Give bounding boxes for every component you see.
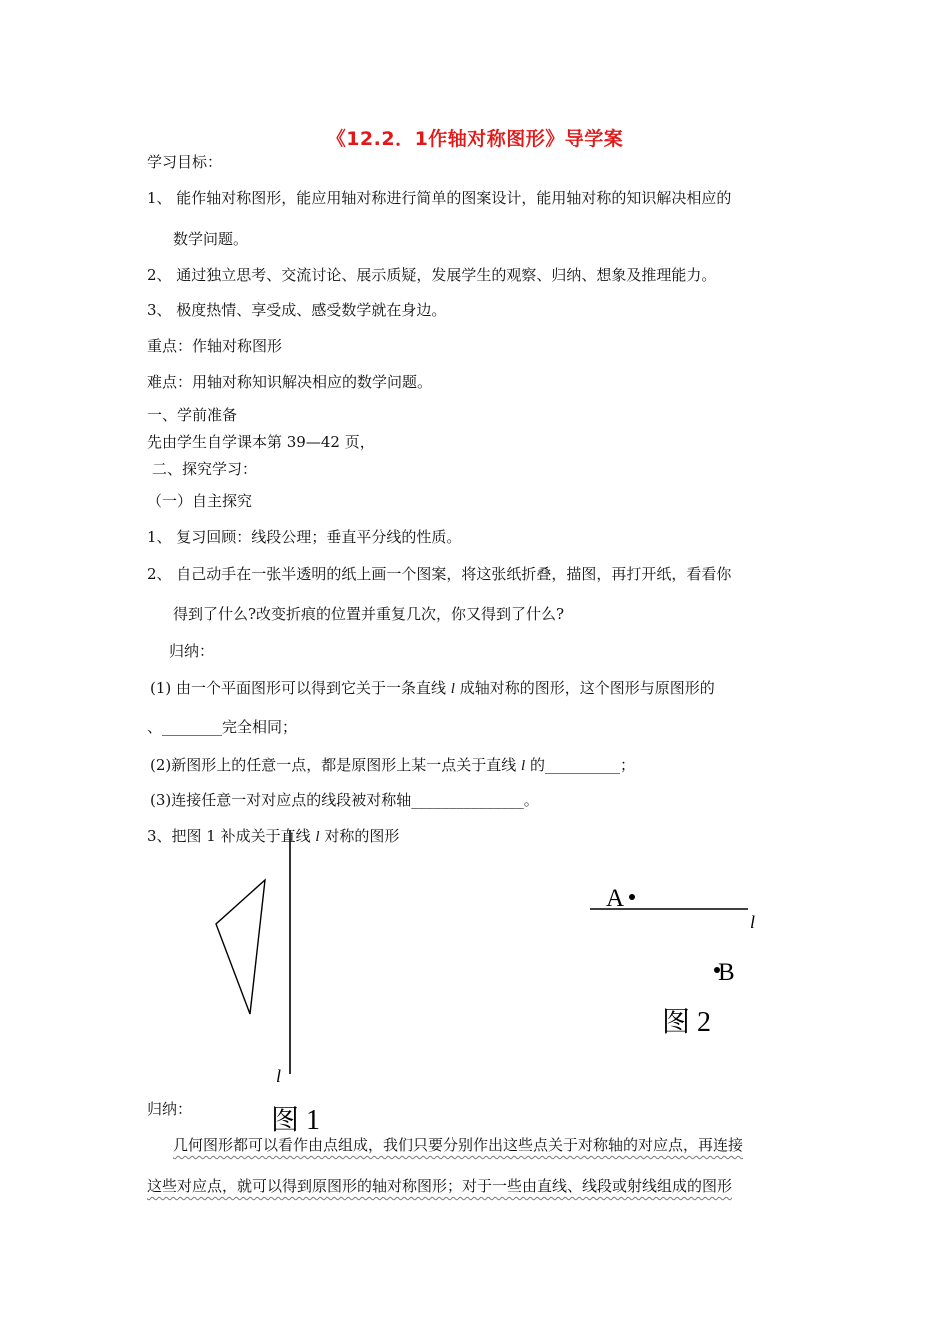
figure-1-caption: 图 1 xyxy=(271,1105,321,1136)
figure-2-caption: 图 2 xyxy=(662,1007,712,1038)
property-2-text-b: 的__________； xyxy=(525,756,635,774)
line-l-symbol: l xyxy=(315,829,320,845)
property-3: (3)连接任意一对对应点的线段被对称轴_______________。 xyxy=(150,791,539,809)
objective-1-line-2: 数学问题。 xyxy=(173,230,249,248)
property-1-text-a: (1) 由一个平面图形可以得到它关于一条直线 xyxy=(150,679,451,697)
objective-2: 2、 通过独立思考、交流讨论、展示质疑，发展学生的观察、归纳、想象及推理能力。 xyxy=(147,266,717,284)
figure-1 xyxy=(216,830,320,1136)
summary-label: 归纳： xyxy=(169,642,215,660)
section-1-heading: 一、学前准备 xyxy=(147,406,238,424)
summary-2-line-1: 几何图形都可以看作由点组成，我们只要分别作出这些点关于对称轴的对应点，再连接 xyxy=(173,1136,744,1154)
property-1-text-b: 成轴对称的图形，这个图形与原图形的 xyxy=(454,679,715,697)
property-2-text-a: (2)新图形上的任意一点，都是原图形上某一点关于直线 xyxy=(150,756,522,774)
line-l-symbol: l xyxy=(450,681,455,697)
point-b-label: B xyxy=(718,959,735,986)
figure-1-triangle xyxy=(216,880,265,1014)
summary-2-label: 归纳： xyxy=(147,1100,193,1118)
line-l-symbol: l xyxy=(521,758,526,774)
item-3-text-b: 对称的图形 xyxy=(319,827,400,845)
section-2-subheading: （一）自主探究 xyxy=(147,492,253,510)
point-a-label: A xyxy=(606,885,625,912)
figure-2-line-label: l xyxy=(750,912,756,932)
summary-2-line-2: 这些对应点，就可以得到原图形的轴对称图形；对于一些由直线、线段或射线组成的图形 xyxy=(147,1177,733,1195)
document-title: 《12.2．1作轴对称图形》导学案 xyxy=(326,128,624,150)
point-a-dot xyxy=(629,894,635,900)
property-1-line-2: 、________完全相同； xyxy=(147,718,298,736)
objectives-heading: 学习目标： xyxy=(147,153,223,171)
objective-1-line-1: 1、 能作轴对称图形，能应用轴对称进行简单的图案设计，能用轴对称的知识解决相应的 xyxy=(147,189,732,207)
figure-1-axis-label: l xyxy=(276,1066,282,1086)
section-2-item-2-line-2: 得到了什么?改变折痕的位置并重复几次，你又得到了什么? xyxy=(173,605,565,623)
difficulty: 难点：用轴对称知识解决相应的数学问题。 xyxy=(147,373,433,391)
item-3-text-a: 3、把图 1 补成关于直线 xyxy=(147,827,316,845)
objective-3: 3、 极度热情、享受成、感受数学就在身边。 xyxy=(147,301,447,319)
section-2-item-1: 1、 复习回顾：线段公理；垂直平分线的性质。 xyxy=(147,528,462,546)
section-2-item-2-line-1: 2、 自己动手在一张半透明的纸上画一个图案，将这张纸折叠，描图，再打开纸，看看你 xyxy=(147,565,732,583)
section-1-text: 先由学生自学课本第 39—42 页， xyxy=(147,433,375,451)
key-point: 重点：作轴对称图形 xyxy=(147,337,283,355)
section-2-heading: 二、探究学习： xyxy=(152,460,258,478)
figure-2 xyxy=(590,885,755,1038)
